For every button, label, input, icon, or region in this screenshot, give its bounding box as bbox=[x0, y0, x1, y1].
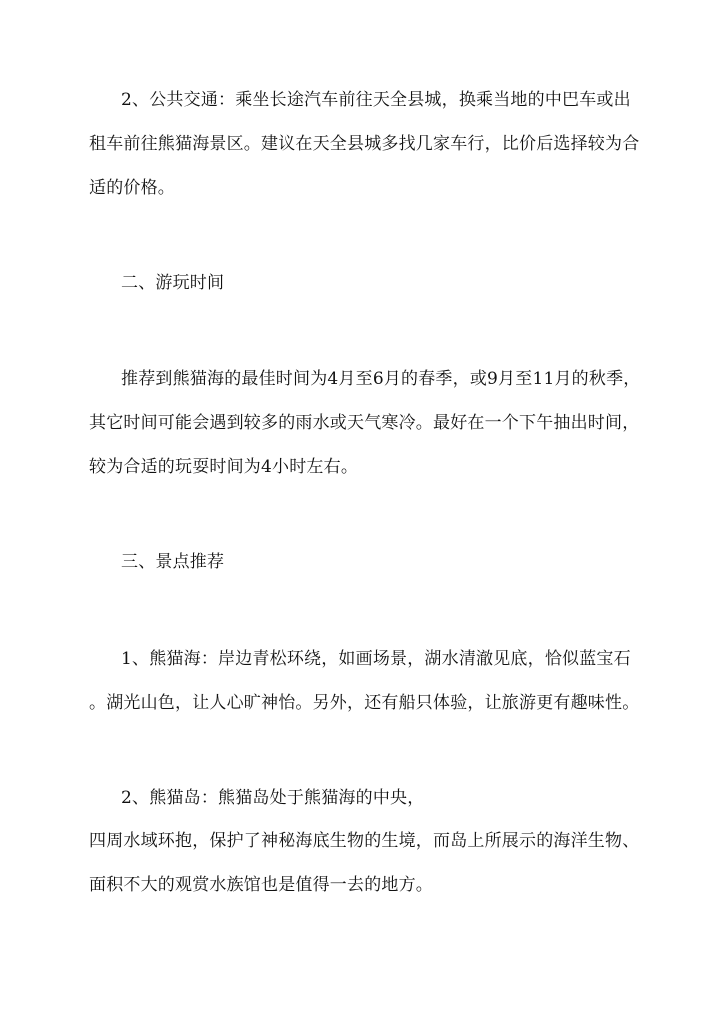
attraction-item-2-line-3: 面积不大的观赏水族馆也是值得一去的地方。 bbox=[89, 875, 433, 895]
attraction-item-1-line-1: 1、熊猫海：岸边青松环绕，如画场景，湖水清澈见底，恰似蓝宝石 bbox=[121, 649, 631, 669]
section-2-paragraph-line-2: 其它时间可能会遇到较多的雨水或天气寒冷。最好在一个下午抽出时间， bbox=[89, 413, 640, 433]
section-heading-play-time: 二、游玩时间 bbox=[121, 273, 225, 293]
section-heading-attractions: 三、景点推荐 bbox=[121, 552, 225, 572]
attraction-item-2-line-2: 四周水域环抱，保护了神秘海底生物的生境，而岛上所展示的海洋生物、 bbox=[89, 831, 640, 851]
transport-item-2-line-3: 适的价格。 bbox=[89, 178, 175, 198]
attraction-item-2-line-1: 2、熊猫岛：熊猫岛处于熊猫海的中央， bbox=[121, 788, 425, 808]
attraction-item-1-line-2: 。湖光山色，让人心旷神怡。另外，还有船只体验，让旅游更有趣味性。 bbox=[89, 693, 640, 713]
section-2-paragraph-line-3: 较为合适的玩耍时间为4小时左右。 bbox=[89, 457, 359, 477]
section-2-paragraph-line-1: 推荐到熊猫海的最佳时间为4月至6月的春季，或9月至11月的秋季， bbox=[121, 369, 641, 389]
transport-item-2-line-2: 租车前往熊猫海景区。建议在天全县城多找几家车行，比价后选择较为合 bbox=[89, 134, 640, 154]
transport-item-2-line-1: 2、公共交通：乘坐长途汽车前往天全县城，换乘当地的中巴车或出 bbox=[121, 90, 631, 110]
